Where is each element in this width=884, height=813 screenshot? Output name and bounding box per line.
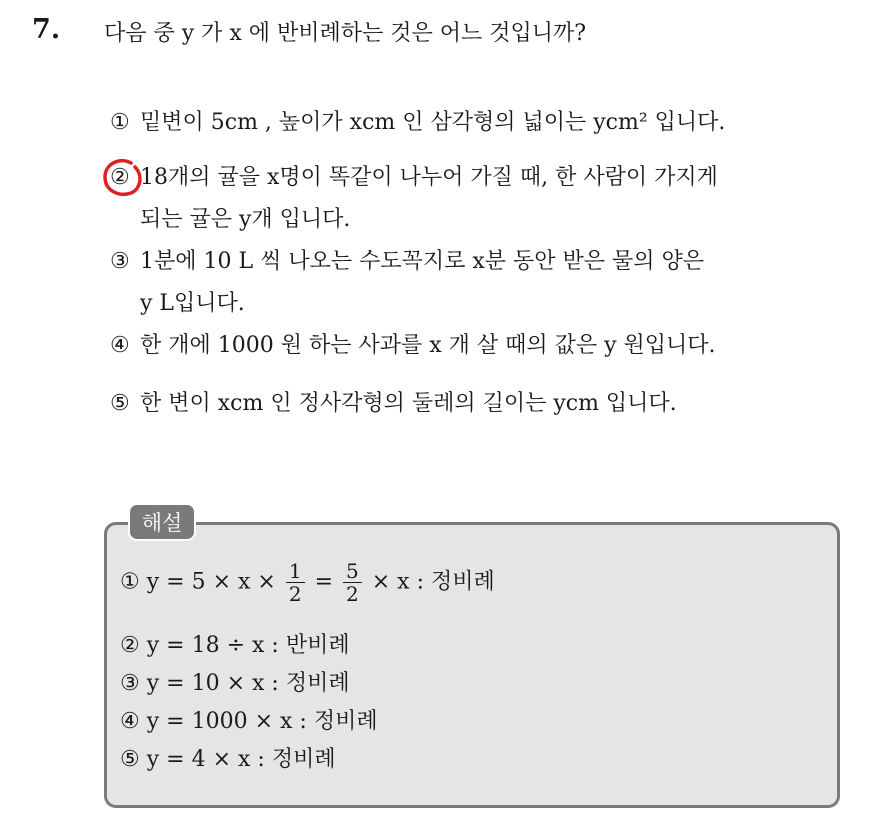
option-text: 밑변이 5cm , 높이가 xcm 인 삼각형의 넓이는 ycm² 입니다. <box>140 110 726 135</box>
option-marker: ⑤ <box>110 391 130 416</box>
solution-result: 정비례 <box>271 747 336 772</box>
option-marker: ② <box>110 165 130 190</box>
solution-expr: y = 18 ÷ x : <box>146 633 279 658</box>
solution-result: 정비례 <box>285 671 350 696</box>
option-text-line1: 18개의 귤을 x명이 똑같이 나누어 가질 때, 한 사람이 가지게 <box>140 165 718 190</box>
question-stem: 다음 중 y 가 x 에 반비례하는 것은 어느 것입니까? <box>104 21 587 46</box>
option-3[interactable] <box>110 241 704 325</box>
solution-marker: ④ <box>120 709 140 734</box>
solution-line-1 <box>120 560 495 605</box>
option-4[interactable] <box>110 325 716 367</box>
solution-expr: y = 10 × x : <box>146 671 279 696</box>
option-1[interactable] <box>110 102 725 144</box>
solution-expr-post: × x : <box>371 569 424 595</box>
solution-expr-pre: y = 5 × x × <box>146 569 276 595</box>
fraction-denominator: 2 <box>346 582 359 606</box>
solution-expr-mid: = <box>314 569 334 595</box>
fraction-numerator: 5 <box>343 560 362 583</box>
fraction-one-half <box>286 560 305 605</box>
solution-line-2 <box>120 628 350 659</box>
solution-line-4 <box>120 704 378 735</box>
solution-expr: y = 4 × x : <box>146 747 265 772</box>
solution-marker: ⑤ <box>120 747 140 772</box>
option-text: 한 변이 xcm 인 정사각형의 둘레의 길이는 ycm 입니다. <box>140 391 677 416</box>
solution-label: 해설 <box>128 503 196 541</box>
solution-marker: ③ <box>120 671 140 696</box>
option-marker: ④ <box>110 333 130 358</box>
option-text-line2: 되는 귤은 y개 입니다. <box>140 207 351 232</box>
question-number: 7. <box>32 14 61 45</box>
option-marker: ① <box>110 110 130 135</box>
option-text-line2: y L입니다. <box>140 291 245 316</box>
fraction-denominator: 2 <box>288 582 302 606</box>
solution-line-5 <box>120 742 336 773</box>
fraction-numerator: 1 <box>286 560 305 583</box>
solution-expr: y = 1000 × x : <box>146 709 307 734</box>
option-marker: ③ <box>110 249 130 274</box>
solution-marker: ② <box>120 633 140 658</box>
solution-result: 정비례 <box>313 709 378 734</box>
solution-result: 반비례 <box>285 633 350 658</box>
option-text-line1: 1분에 10 L 씩 나오는 수도꼭지로 x분 동안 받은 물의 양은 <box>140 249 704 274</box>
solution-result: 정비례 <box>431 569 495 595</box>
option-text: 한 개에 1000 원 하는 사과를 x 개 살 때의 값은 y 원입니다. <box>140 333 716 358</box>
solution-marker: ① <box>120 569 140 595</box>
option-2[interactable] <box>110 157 718 241</box>
solution-line-3 <box>120 666 350 697</box>
fraction-five-half <box>343 560 362 605</box>
option-5[interactable] <box>110 383 677 425</box>
